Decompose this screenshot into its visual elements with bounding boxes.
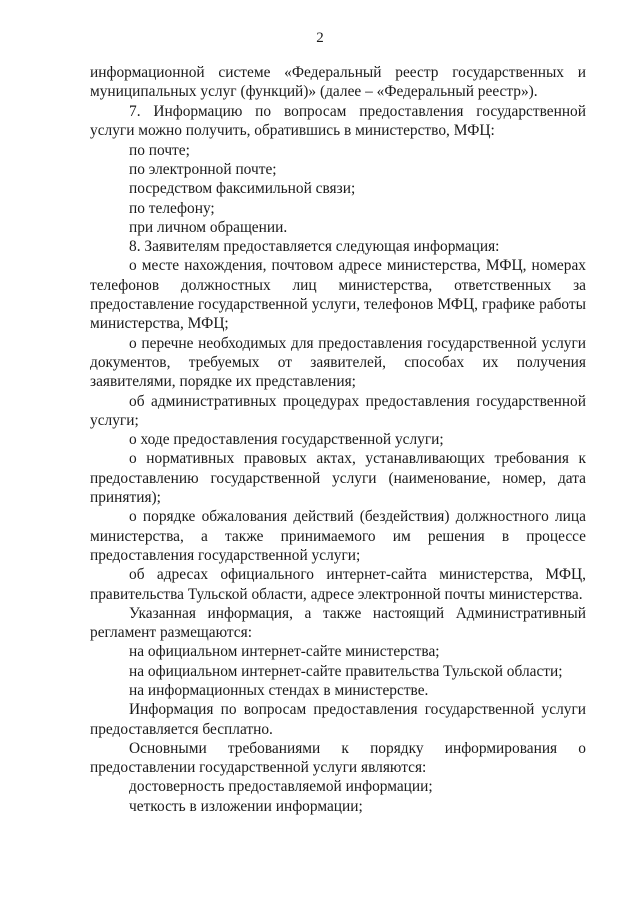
paragraph-requirements: Основными требованиями к порядку информирования о предоставлении государственной услуги являются: bbox=[90, 739, 586, 777]
list-item-stands: на информационных стендах в министерстве. bbox=[129, 682, 429, 699]
paragraph-addresses: об адресах официального интернет-сайта министерства, МФЦ, правительства Тульской области, адресе электронной почты министерства. bbox=[90, 566, 586, 603]
page-number: 2 bbox=[316, 30, 324, 46]
paragraph-location: о месте нахождения, почтовом адресе министерства, МФЦ, номерах телефонов должностных лиц министерства, ответственных за предоставление государственной услуги, телефонов МФЦ, графике работы министерства, МФЦ; bbox=[90, 257, 586, 333]
paragraph-regulations: о нормативных правовых актах, устанавливающих требования к предоставлению государственной услуги (наименование, номер, дата принятия); bbox=[90, 450, 586, 507]
document-body bbox=[90, 63, 586, 816]
list-item-email: по электронной почте; bbox=[129, 160, 277, 178]
paragraph-appeal: о порядке обжалования действий (бездействия) должностного лица министерства, а также принимаемого им решения в процессе предоставления государственной услуги; bbox=[90, 508, 586, 564]
paragraph-documents: о перечне необходимых для предоставления государственной услуги документов, требуемых от заявителей, способах их получения заявителями, порядке их представления; bbox=[90, 334, 586, 391]
list-item-post: по почте; bbox=[129, 141, 190, 159]
list-item-clarity: четкость в изложении информации; bbox=[129, 797, 363, 815]
paragraph-progress: о ходе предоставления государственной услуги; bbox=[129, 431, 444, 449]
paragraph-7: 7. Информацию по вопросам предоставления государственной услуги можно получить, обратившись в министерство, МФЦ: bbox=[90, 103, 586, 140]
paragraph-8: 8. Заявителям предоставляется следующая информация: bbox=[129, 238, 500, 256]
list-item-ministry-site: на официальном интернет-сайте министерства; bbox=[129, 643, 440, 661]
list-item-government-site: на официальном интернет-сайте правительства Тульской области; bbox=[129, 662, 563, 680]
paragraph-continuation: информационной системе «Федеральный реестр государственных и муниципальных услуг (функций)» (далее – «Федеральный реестр»). bbox=[90, 64, 586, 101]
paragraph-placement: Указанная информация, а также настоящий Административный регламент размещаются: bbox=[90, 604, 586, 642]
list-item-personal: при личном обращении. bbox=[129, 218, 288, 236]
list-item-fax: посредством факсимильной связи; bbox=[129, 180, 356, 198]
paragraph-procedures: об административных процедурах предоставления государственной услуги; bbox=[90, 392, 586, 429]
list-item-phone: по телефону; bbox=[129, 199, 215, 217]
list-item-reliability: достоверность предоставляемой информации; bbox=[129, 778, 433, 796]
paragraph-free: Информация по вопросам предоставления государственной услуги предоставляется бесплатно. bbox=[90, 701, 586, 738]
